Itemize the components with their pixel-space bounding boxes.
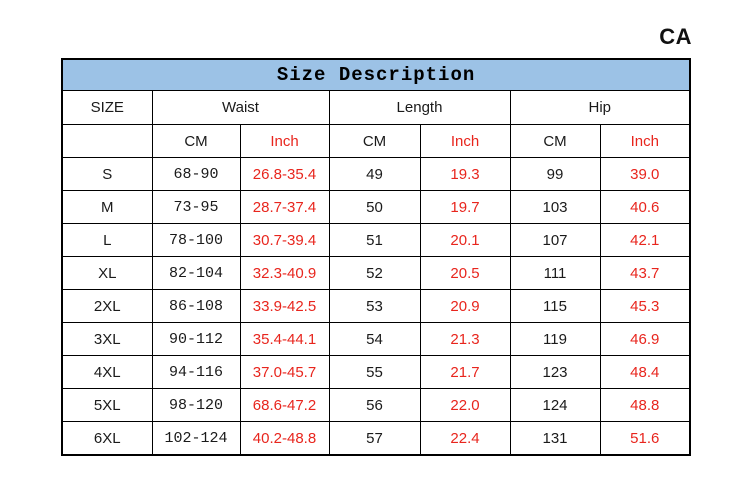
waist-cm-value: 94-116 (152, 356, 240, 389)
table-row (62, 290, 690, 323)
table-row (62, 323, 690, 356)
size-label: 6XL (62, 422, 152, 456)
unit-length-inch: Inch (420, 125, 510, 158)
table-row (62, 356, 690, 389)
waist-inch-value: 33.9-42.5 (240, 290, 329, 323)
waist-cm-value: 98-120 (152, 389, 240, 422)
waist-cm-value: 78-100 (152, 224, 240, 257)
length-inch-value: 20.9 (420, 290, 510, 323)
hip-cm-value: 107 (510, 224, 600, 257)
size-chart-table (61, 58, 691, 456)
waist-inch-value: 68.6-47.2 (240, 389, 329, 422)
table-title-row (62, 59, 690, 91)
size-label: M (62, 191, 152, 224)
hip-cm-value: 111 (510, 257, 600, 290)
waist-inch-value: 35.4-44.1 (240, 323, 329, 356)
waist-cm-value: 90-112 (152, 323, 240, 356)
length-inch-value: 22.4 (420, 422, 510, 456)
length-cm-value: 56 (329, 389, 420, 422)
length-inch-value: 21.3 (420, 323, 510, 356)
length-inch-value: 20.1 (420, 224, 510, 257)
size-label: 5XL (62, 389, 152, 422)
unit-length-cm: CM (329, 125, 420, 158)
group-header-row (62, 91, 690, 125)
size-label: 3XL (62, 323, 152, 356)
hip-cm-value: 115 (510, 290, 600, 323)
waist-cm-value: 73-95 (152, 191, 240, 224)
hip-inch-value: 39.0 (600, 158, 690, 191)
length-inch-value: 20.5 (420, 257, 510, 290)
table-row (62, 224, 690, 257)
col-header-hip: Hip (510, 91, 690, 125)
table-title: Size Description (62, 59, 690, 91)
waist-inch-value: 28.7-37.4 (240, 191, 329, 224)
waist-cm-value: 68-90 (152, 158, 240, 191)
waist-cm-value: 82-104 (152, 257, 240, 290)
size-label: XL (62, 257, 152, 290)
length-cm-value: 54 (329, 323, 420, 356)
waist-inch-value: 30.7-39.4 (240, 224, 329, 257)
hip-inch-value: 48.8 (600, 389, 690, 422)
hip-inch-value: 45.3 (600, 290, 690, 323)
unit-hip-cm: CM (510, 125, 600, 158)
length-cm-value: 49 (329, 158, 420, 191)
hip-inch-value: 40.6 (600, 191, 690, 224)
unit-hip-inch: Inch (600, 125, 690, 158)
waist-cm-value: 102-124 (152, 422, 240, 456)
hip-cm-value: 103 (510, 191, 600, 224)
table-row (62, 158, 690, 191)
size-label: 4XL (62, 356, 152, 389)
hip-inch-value: 43.7 (600, 257, 690, 290)
waist-cm-value: 86-108 (152, 290, 240, 323)
col-header-size: SIZE (62, 91, 152, 125)
table-row (62, 389, 690, 422)
col-header-waist: Waist (152, 91, 329, 125)
hip-inch-value: 46.9 (600, 323, 690, 356)
brand-label: CA (659, 24, 692, 49)
hip-cm-value: 124 (510, 389, 600, 422)
hip-inch-value: 51.6 (600, 422, 690, 456)
length-cm-value: 57 (329, 422, 420, 456)
hip-inch-value: 42.1 (600, 224, 690, 257)
waist-inch-value: 26.8-35.4 (240, 158, 329, 191)
length-inch-value: 19.3 (420, 158, 510, 191)
length-inch-value: 22.0 (420, 389, 510, 422)
hip-cm-value: 99 (510, 158, 600, 191)
unit-waist-cm: CM (152, 125, 240, 158)
length-cm-value: 55 (329, 356, 420, 389)
length-inch-value: 21.7 (420, 356, 510, 389)
length-cm-value: 52 (329, 257, 420, 290)
unit-header-row (62, 125, 690, 158)
hip-cm-value: 131 (510, 422, 600, 456)
length-cm-value: 51 (329, 224, 420, 257)
waist-inch-value: 32.3-40.9 (240, 257, 329, 290)
waist-inch-value: 40.2-48.8 (240, 422, 329, 456)
length-cm-value: 50 (329, 191, 420, 224)
length-cm-value: 53 (329, 290, 420, 323)
size-label: L (62, 224, 152, 257)
unit-blank-cell (62, 125, 152, 158)
size-label: 2XL (62, 290, 152, 323)
unit-waist-inch: Inch (240, 125, 329, 158)
waist-inch-value: 37.0-45.7 (240, 356, 329, 389)
hip-inch-value: 48.4 (600, 356, 690, 389)
table-row (62, 191, 690, 224)
table-row (62, 257, 690, 290)
col-header-length: Length (329, 91, 510, 125)
length-inch-value: 19.7 (420, 191, 510, 224)
table-row (62, 422, 690, 456)
size-label: S (62, 158, 152, 191)
hip-cm-value: 123 (510, 356, 600, 389)
hip-cm-value: 119 (510, 323, 600, 356)
